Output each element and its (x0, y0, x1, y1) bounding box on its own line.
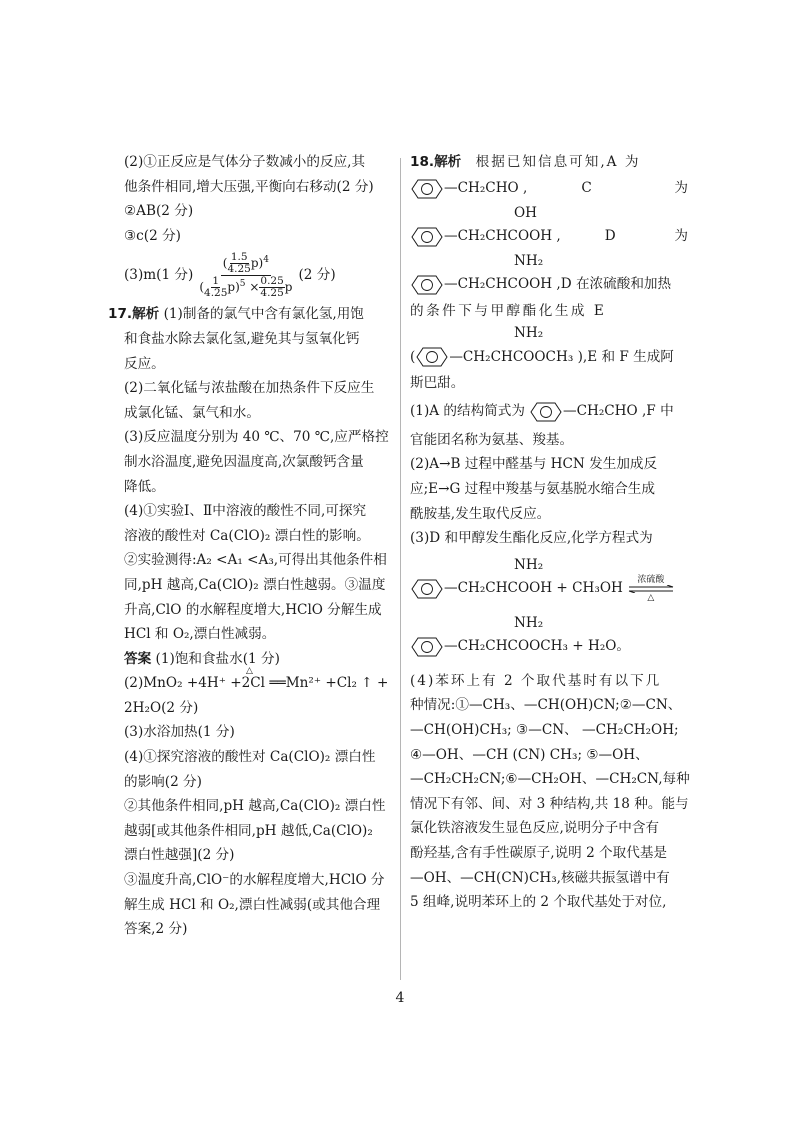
text-span: (2)MnO₂ +4H⁺ +2Cl ══Mn²⁺ +Cl₂ ↑ + (124, 675, 389, 692)
text-line: (2)二氧化锰与浓盐酸在加热条件下反应生 (124, 380, 375, 397)
page-number: 4 (395, 990, 405, 1006)
benzene-ring-icon (410, 578, 444, 600)
text-span: C (581, 180, 592, 197)
text-line: 降低。 (124, 478, 165, 495)
text-line: 解生成 HCl 和 O₂,漂白性减弱(或其他合理 (124, 896, 381, 913)
text-line: 酰胺基,发生取代反应。 (410, 505, 551, 522)
text-span: D (604, 228, 616, 245)
kp-denominator: ( $\frac{1}{4.25}$ p)$^5$ × $\frac{0.25}{4.25}$ p (199, 274, 293, 299)
benzene-ring-icon (415, 346, 449, 368)
answer-1-line (410, 396, 688, 428)
text-line: ②其他条件相同,pH 越高,Ca(ClO)₂ 漂白性 (124, 798, 386, 815)
text-span: —CH₂CHCOOH + CH₃OH (444, 580, 623, 597)
text-line: 和食盐水除去氯化氢,避免其与氢氧化钙 (124, 330, 360, 347)
text-line: ③c(2 分) (124, 227, 181, 244)
frac-top: 0.25 (260, 274, 284, 287)
text-line: ②AB(2 分) (124, 203, 194, 220)
text-span: 为 (674, 180, 688, 197)
text-line: 升高,ClO 的水解程度增大,HClO 分解生成 (124, 601, 382, 618)
text-span: (1)A 的结构简式为 (410, 403, 525, 420)
answer-heading (124, 647, 396, 672)
question-label: 18.解析 (410, 154, 462, 170)
kp-numerator: ( $\frac{1.5}{4.25}$ p)$^4$ (222, 250, 269, 275)
left-column (108, 150, 396, 942)
text-line: 反应。 (124, 355, 165, 372)
text-line: 2H₂O(2 分) (124, 699, 199, 716)
kp-expression (124, 248, 396, 302)
text-line: 越弱[或其他条件相同,pH 越低,Ca(ClO)₂ (124, 822, 373, 839)
text-span: (3)m(1 分) (124, 267, 194, 284)
answer-label: 答案 (124, 650, 152, 667)
text-span: —CH₂CHCOOCH₃ + H₂O。 (444, 638, 631, 655)
text-span: —CH₂CHCOOH ,D 在浓硫酸和加热 (444, 276, 672, 293)
text-line: (2)①正反应是气体分子数减小的反应,其 (124, 154, 366, 170)
text-line: 斯巴甜。 (410, 375, 465, 392)
text-line: 氯化铁溶液发生显色反应,说明分子中含有 (410, 820, 660, 837)
text-line: —OH、—CH(CN)CH₃,核磁共振氢谱中有 (410, 869, 670, 886)
question-17-heading (108, 302, 396, 327)
reversible-arrow (627, 575, 675, 603)
text-line: 情况下有邻、间、对 3 种结构,共 18 种。能与 (410, 795, 689, 812)
text-span: —CH₂CHO ,F 中 (562, 403, 674, 420)
text-line: 答案,2 分) (124, 921, 188, 938)
right-column (410, 150, 688, 915)
compound-a-formula (410, 175, 688, 203)
delta-symbol: △ (246, 666, 253, 677)
equation-line (124, 666, 396, 696)
text-line: ②实验测得:A₂ <A₁ <A₃,可得出其他条件相 (124, 552, 387, 569)
esterification-products (410, 633, 688, 661)
text-line: (3)反应温度分别为 40 ℃、70 ℃,应严格控 (124, 429, 389, 446)
compound-e-formula (410, 343, 688, 371)
nh2-substituent: NH₂ (514, 252, 544, 269)
text-line: 漂白性越强](2 分) (124, 847, 235, 864)
text-line: (4)①探究溶液的酸性对 Ca(ClO)₂ 漂白性 (124, 749, 376, 766)
benzene-ring-icon (410, 178, 444, 200)
text-line: (4)①实验Ⅰ、Ⅱ中溶液的酸性不同,可探究 (124, 503, 367, 520)
frac-top: 1 (212, 274, 220, 287)
text-line: 的影响(2 分) (124, 773, 202, 790)
text-line: (4)苯环上有 2 个取代基时有以下几 (410, 672, 662, 689)
question-label: 17.解析 (108, 306, 160, 323)
text-span: (2 分) (298, 267, 336, 284)
text-span: (1)制备的氯气中含有氯化氢,用饱 (163, 306, 364, 323)
benzene-ring-icon (410, 274, 444, 296)
text-line: (3)水浴加热(1 分) (124, 724, 235, 741)
benzene-ring-icon (410, 226, 444, 248)
nh2-substituent: NH₂ (514, 325, 544, 342)
text-line: ③温度升高,ClO⁻的水解程度增大,HClO 分 (124, 872, 385, 889)
arrow-condition-bottom: △ (647, 592, 655, 603)
frac-bottom: 4.25 (260, 286, 284, 299)
text-line: —CH(OH)CH₃; ③—CN、 —CH₂CH₂OH; (410, 721, 679, 738)
text-span: p) (250, 255, 264, 270)
equilibrium-arrow-icon (627, 585, 675, 593)
text-span: (1)饱和食盐水(1 分) (155, 650, 280, 667)
question-18-heading (410, 150, 688, 175)
text-span: —CH₂CHCOOH , (444, 228, 561, 245)
text-line: 制水浴温度,避免因温度高,次氯酸钙含量 (124, 453, 364, 470)
text-line: HCl 和 O₂,漂白性减弱。 (124, 626, 276, 643)
text-line: 的条件下与甲醇酯化生成 E (410, 302, 607, 319)
text-line: 种情况:①—CH₃、—CH(OH)CN;②—CN、 (410, 697, 682, 714)
benzene-ring-icon (410, 636, 444, 658)
text-span: 根据已知信息可知,A 为 (475, 154, 641, 170)
benzene-ring-icon (529, 401, 563, 423)
compound-c-formula (410, 223, 688, 251)
arrow-condition-top: 浓硫酸 (637, 574, 665, 585)
text-span: —CH₂CHO , (444, 180, 528, 197)
text-line: ④—OH、—CH (CN) CH₃; ⑤—OH、 (410, 746, 649, 763)
oh-substituent: OH (514, 204, 537, 221)
frac-bottom: 4.25 (227, 262, 251, 275)
text-span: 为 (674, 228, 688, 245)
text-line: —CH₂CH₂CN;⑥—CH₂OH、—CH₂CN,每种 (410, 771, 690, 788)
nh2-substituent: NH₂ (514, 614, 544, 631)
text-line: 酚羟基,含有手性碳原子,说明 2 个取代基是 (410, 844, 668, 861)
text-line: 官能团名称为氨基、羧基。 (410, 431, 574, 448)
esterification-reactants (410, 575, 688, 603)
text-line: (3)D 和甲醇发生酯化反应,化学方程式为 (410, 530, 653, 547)
text-line: 同,pH 越高,Ca(ClO)₂ 漂白性越弱。③温度 (124, 576, 386, 593)
compound-d-formula (410, 271, 688, 299)
frac-top: 1.5 (230, 250, 248, 263)
text-span: —CH₂CHCOOCH₃ ),E 和 F 生成阿 (449, 348, 674, 365)
kp-fraction (197, 252, 294, 299)
text-line: 成氯化锰、氯气和水。 (124, 404, 260, 421)
nh2-substituent: NH₂ (514, 556, 544, 573)
column-divider (400, 158, 401, 980)
text-line: 他条件相同,增大压强,平衡向右移动(2 分) (124, 178, 374, 195)
text-line: 应;E→G 过程中羧基与氨基脱水缩合生成 (410, 480, 655, 497)
frac-bottom: 4.25 (204, 286, 228, 299)
text-line: 5 组峰,说明苯环上的 2 个取代基处于对位, (410, 894, 667, 911)
text-line: 溶液的酸性对 Ca(ClO)₂ 漂白性的影响。 (124, 527, 370, 544)
text-span: ( (410, 348, 416, 365)
text-line: (2)A→B 过程中醛基与 HCN 发生加成反 (410, 456, 658, 473)
